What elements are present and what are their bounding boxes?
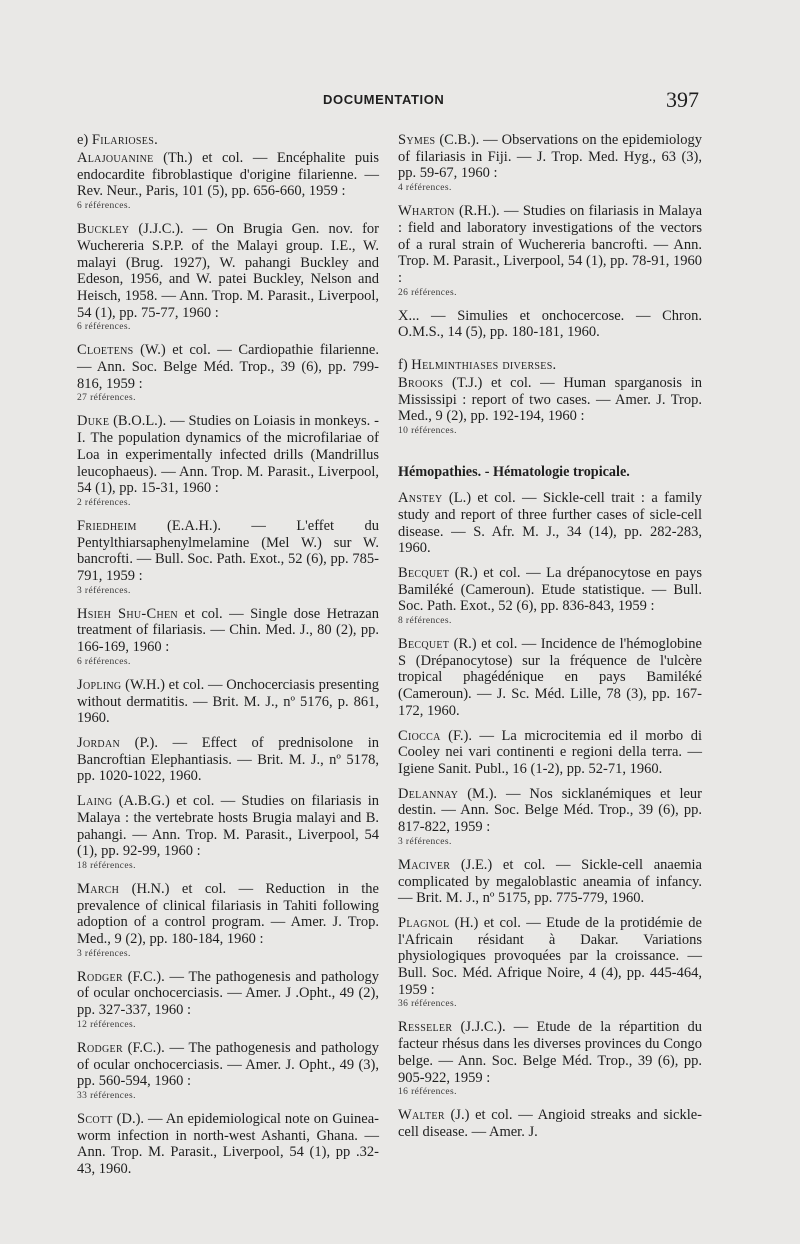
section-label: e) xyxy=(77,132,89,148)
section-title: Filarioses. xyxy=(91,132,158,148)
entry-citation: (D.). — An epidemiological note on Guinea-worm infection in north-west Ashanti, Ghana. — Ann. Trop. M. Parasit., Liverpool, 54 (1), pp .32-43, 1960. xyxy=(77,1110,379,1178)
entry-author: Hsieh Shu-Chen xyxy=(77,605,178,622)
entry-reference-count: 27 références. xyxy=(77,393,136,404)
entry-citation: (R.) et col. — Incidence de l'hémoglobine S (Drépanocytose) sur la fréquence de l'ulcère tropical phagédénique en pays Bamiléké (Cameroun). — J. Sc. Méd. Lille, 78 (3), pp. 167-172, 1960. xyxy=(398,636,702,719)
entry-citation: (F.C.). — The pathogenesis and pathology of ocular onchocerciasis. — Amer. J .Opht., 49 (2), pp. 327-337, 1960 : xyxy=(77,968,379,1019)
bibliography-entry xyxy=(398,786,702,849)
entry-author: Cloetens xyxy=(77,342,134,359)
entry-citation: (H.N.) et col. — Reduction in the prevalence of clinical filariasis in Tahiti following adoption of a control program. — Amer. J. Trop. Med., 9 (2), pp. 180-184, 1960 : xyxy=(77,880,379,948)
entry-citation: (J.E.) et col. — Sickle-cell anaemia complicated by megaloblastic aneamia of infancy. — Brit. M. J., nº 5175, pp. 775-779, 1960. xyxy=(398,856,702,907)
bibliography-entry xyxy=(77,150,379,213)
entry-citation: (H.) et col. — Etude de la protidémie de l'Africain résidant à Dakar. Variations physiologiques provoquées par la croissance. — Bull. Soc. Méd. Afrique Noire, 4 (4), pp. 445-464, 1959 : xyxy=(398,914,702,998)
bibliography-entry xyxy=(77,1040,379,1103)
entry-reference-count: 4 références. xyxy=(398,183,452,194)
entry-reference-count: 3 références. xyxy=(398,836,452,847)
running-head xyxy=(0,88,800,112)
bibliography-entry xyxy=(77,677,379,727)
section-title: Hémopathies. - Hématologie tropicale. xyxy=(398,464,630,481)
section-heading xyxy=(398,357,702,374)
bibliography-entry xyxy=(398,1107,702,1140)
entry-reference-count: 33 références. xyxy=(77,1090,136,1101)
entry-citation: (F.). — La microcitemia ed il morbo di Cooley nei vari continenti e regioni della terra. — Igiene Sanit. Publ., 16 (1-2), pp. 52-71, 1960. xyxy=(398,727,702,777)
entry-author: Walter xyxy=(398,1107,445,1124)
entry-citation: (E.A.H.). — L'effet du Pentylthiarsaphenylmelamine (Mel W.) sur W. bancrofti. — Bull. Soc. Path. Exot., 52 (6), pp. 785-791, 1959 : xyxy=(77,517,379,585)
entry-citation: X... — Simulies et onchocercose. — Chron. O.M.S., 14 (5), pp. 180-181, 1960. xyxy=(398,307,702,341)
bibliography-entry xyxy=(77,881,379,961)
bibliography-entry xyxy=(398,132,702,195)
entry-citation: (W.) et col. — Cardiopathie filarienne. — Ann. Soc. Belge Méd. Trop., 39 (6), pp. 799-816, 1959 : xyxy=(77,342,379,392)
entry-reference-count: 10 références. xyxy=(398,426,457,437)
entry-author: March xyxy=(77,880,120,897)
bibliography-entry xyxy=(77,342,379,405)
bibliography-entry xyxy=(77,735,379,785)
running-title: DOCUMENTATION xyxy=(323,92,445,107)
entry-author: Laing xyxy=(77,793,113,810)
entry-reference-count: 8 références. xyxy=(398,616,452,627)
entry-reference-count: 2 références. xyxy=(77,497,131,508)
entry-citation: (J.) et col. — Angioid streaks and sickle-cell disease. — Amer. J. xyxy=(398,1107,702,1140)
entry-reference-count: 18 références. xyxy=(77,860,136,871)
entry-citation: (R.) et col. — La drépanocytose en pays Bamiléké (Cameroun). Etude statistique. — Bull. Soc. Path. Exot., 52 (6), pp. 836-843, 1959 : xyxy=(398,564,702,615)
entry-reference-count: 26 références. xyxy=(398,287,457,298)
bibliography-entry xyxy=(77,969,379,1032)
bibliography-entry xyxy=(398,203,702,300)
entry-author: Buckley xyxy=(77,221,130,238)
entry-author: Plagnol xyxy=(398,914,450,931)
entry-citation: (W.H.) et col. — Onchocerciasis presenting without dermatitis. — Brit. M. J., nº 5176, p. 861, 1960. xyxy=(77,676,379,727)
section-heading xyxy=(77,132,379,149)
entry-author: Becquet xyxy=(398,564,450,581)
entry-author: Jordan xyxy=(77,734,120,751)
entry-author: Symes xyxy=(398,132,436,148)
entry-author: Friedheim xyxy=(77,517,137,534)
bibliography-entry xyxy=(398,375,702,438)
entry-citation: (L.) et col. — Sickle-cell trait : a family study and report of three further cases of sicle-cell disease. — S. Afr. M. J., 34 (14), pp. 282-283, 1960. xyxy=(398,490,702,557)
bibliography-entry xyxy=(77,221,379,334)
page-number: 397 xyxy=(666,87,699,112)
entry-citation: et col. — Single dose Hetrazan treatment of filariasis. — Chin. Med. J., 80 (2), pp. 166-169, 1960 : xyxy=(77,605,379,656)
entry-citation: (J.J.C.). — On Brugia Gen. nov. for Wuchereria S.P.P. of the Malayi group. I.E., W. malayi (Brug. 1927), W. pahangi Buckley and Edeson, 1956, and W. patei Buckley, Nelson and Heisch, 1958. — Ann. Trop. M. Parasit., Liverpool, 54 (1), pp. 75-77, 1960 : xyxy=(77,221,379,321)
entry-reference-count: 6 références. xyxy=(77,322,131,333)
bibliography-entry xyxy=(398,857,702,907)
entry-citation: (Th.) et col. — Encéphalite puis endocardite fibroblastique d'origine filarienne. — Rev. Neur., Paris, 101 (5), pp. 656-660, 1959 : xyxy=(77,150,379,200)
bibliography-entry xyxy=(398,728,702,778)
bibliography-entry xyxy=(398,490,702,557)
section-title: Helminthiases diverses. xyxy=(411,357,557,374)
entry-author: Wharton xyxy=(398,203,455,220)
entry-citation: (M.). — Nos sicklanémiques et leur destin. — Ann. Soc. Belge Méd. Trop., 39 (6), pp. 817-822, 1959 : xyxy=(398,785,702,836)
entry-author: Resseler xyxy=(398,1019,453,1036)
section-heading xyxy=(398,464,702,481)
entry-author: Ciocca xyxy=(398,727,441,744)
entry-author: Becquet xyxy=(398,636,450,653)
bibliography-entry xyxy=(398,915,702,1012)
entry-citation: (A.B.G.) et col. — Studies on filariasis in Malaya : the vertebrate hosts Brugia malayi and B. pahangi. — Ann. Trop. M. Parasit., Liverpool, 54 (1), pp. 92-99, 1960 : xyxy=(77,793,379,860)
right-column xyxy=(398,132,702,1149)
bibliography-entry xyxy=(398,308,702,341)
entry-author: Rodger xyxy=(77,968,123,985)
entry-author: Scott xyxy=(77,1110,113,1127)
entry-citation: (R.H.). — Studies on filariasis in Malaya : field and laboratory investigations of the vectors of a rural strain of Wuchereria bancrofti. — Ann. Trop. M. Parasit., Liverpool, 54 (1), pp. 78-91, 1960 : xyxy=(398,203,702,286)
entry-reference-count: 6 références. xyxy=(77,201,131,212)
entry-citation: (F.C.). — The pathogenesis and pathology of ocular onchocerciasis. — Amer. J. Opht., 49 (3), pp. 560-594, 1960 : xyxy=(77,1039,379,1090)
entry-reference-count: 6 références. xyxy=(77,656,131,667)
bibliography-entry xyxy=(77,793,379,873)
bibliography-entry xyxy=(398,636,702,720)
entry-author: Maciver xyxy=(398,856,451,873)
bibliography-entry xyxy=(77,606,379,669)
entry-reference-count: 3 références. xyxy=(77,948,131,959)
entry-reference-count: 3 références. xyxy=(77,585,131,596)
bibliography-entry xyxy=(77,518,379,598)
bibliography-entry xyxy=(77,413,379,510)
entry-author: Duke xyxy=(77,413,110,430)
entry-citation: (C.B.). — Observations on the epidemiology of filariasis in Fiji. — J. Trop. Med. Hyg., 63 (3), pp. 59-67, 1960 : xyxy=(398,132,702,182)
entry-author: Alajouanine xyxy=(77,150,154,166)
entry-citation: (P.). — Effect of prednisolone in Bancroftian Elephantiasis. — Brit. M. J., nº 5178, pp. 1020-1022, 1960. xyxy=(77,734,379,785)
entry-citation: (T.J.) et col. — Human sparganosis in Mississipi : report of two cases. — Amer. J. Trop. Med., 9 (2), pp. 192-194, 1960 : xyxy=(398,375,702,425)
bibliography-entry xyxy=(398,565,702,628)
entry-citation: (B.O.L.). — Studies on Loiasis in monkeys. - I. The population dynamics of the microfilariae of Loa in experimentally infected drills (Mandrillus leucophaeus). — Ann. Trop. M. Parasit., Liverpool, 54 (1), pp. 15-31, 1960 : xyxy=(77,413,379,497)
entry-author: Anstey xyxy=(398,490,443,507)
bibliography-entry xyxy=(398,1019,702,1099)
entry-citation: (J.J.C.). — Etude de la répartition du facteur rhésus dans les diverses provinces du Congo belge. — Ann. Soc. Belge Méd. Trop., 39 (6), pp. 905-922, 1959 : xyxy=(398,1019,702,1086)
left-column xyxy=(77,132,379,1186)
section-label: f) xyxy=(398,357,408,374)
entry-author: Rodger xyxy=(77,1039,123,1056)
entry-author: Brooks xyxy=(398,375,444,392)
entry-reference-count: 36 références. xyxy=(398,999,457,1010)
entry-author: Jopling xyxy=(77,676,122,693)
bibliography-entry xyxy=(77,1111,379,1178)
entry-reference-count: 16 références. xyxy=(398,1087,457,1098)
entry-reference-count: 12 références. xyxy=(77,1019,136,1030)
entry-author: Delannay xyxy=(398,785,459,802)
